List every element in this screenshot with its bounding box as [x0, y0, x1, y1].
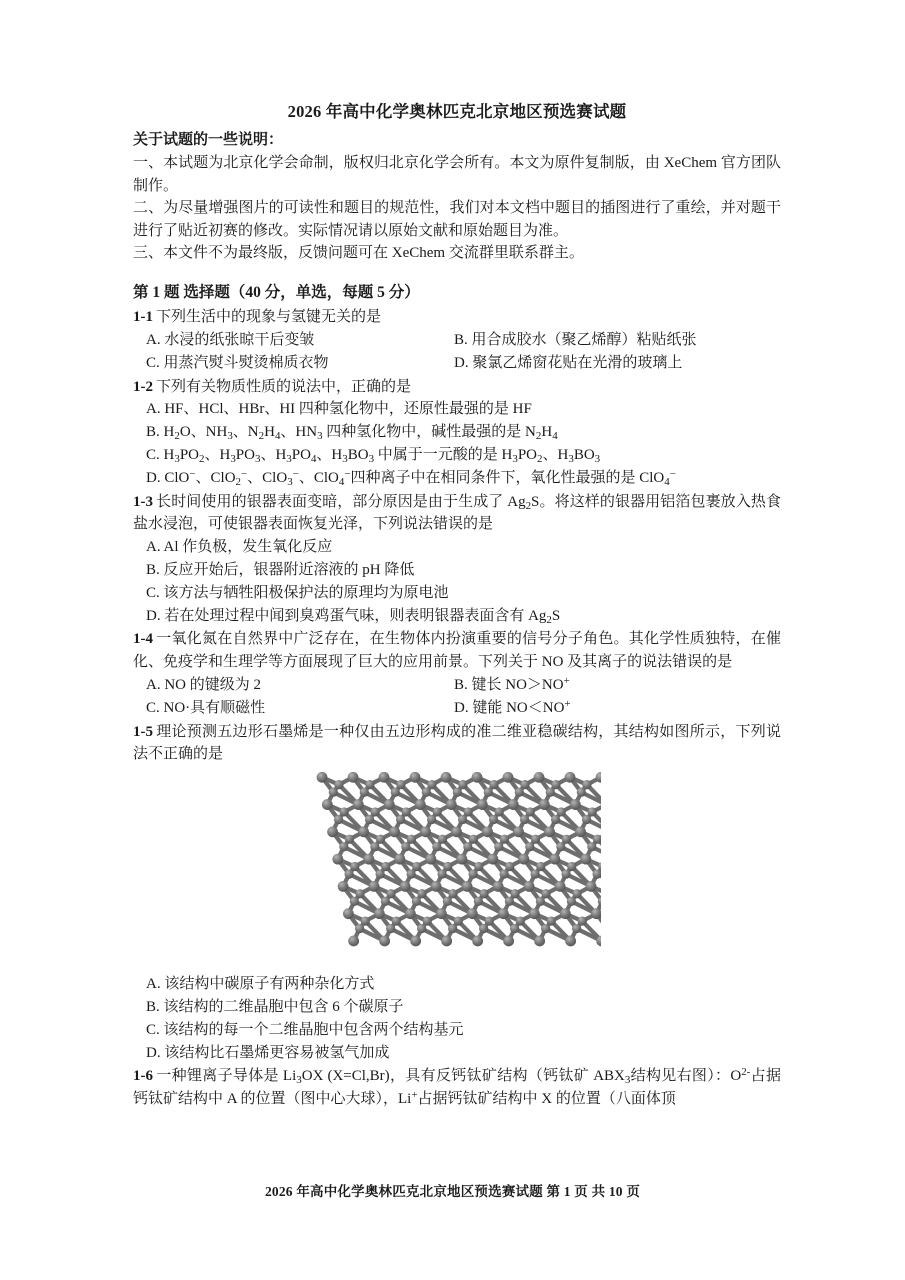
option-b[interactable]: B. 用合成胶水（聚乙烯醇）粘贴纸张: [454, 331, 697, 348]
question-stem: [133, 1065, 781, 1111]
question-number: 1-5: [133, 723, 153, 740]
option-b[interactable]: B. $H_2O$、$NH_3$、$N_2H_4$、$HN_3$ 四种氢化物中，碱性最强的是 $N_2H_4$: [146, 424, 558, 442]
question-number: 1-4: [133, 631, 153, 648]
option-c[interactable]: C. 该方法与牺牲阳极保护法的原理均为原电池: [146, 584, 449, 601]
option-list: [133, 536, 781, 627]
option-list: [133, 329, 781, 375]
question-text: 一氧化氮在自然界中广泛存在，在生物体内扮演重要的信号分子角色。其化学性质独特，在催化、免疫学和生理学等方面展现了巨大的应用前景。下列关于 NO 及其离子的说法错误的是: [133, 631, 781, 671]
question-text: 一种锂离子导体是 $Li_3OX$ (X=Cl,Br)，具有反钙钛矿结构（钙钛矿 $ABX_3$结构见右图）：$O^{2-}$占据钙钛矿结构中 A 的位置（图中心大球），Li+占据钙钛矿结构中 X 的位置（八面体顶: [133, 1066, 781, 1108]
question-text: 下列有关物质性质的说法中，正确的是: [156, 378, 412, 395]
note-item-2: 二、为尽量增强图片的可读性和题目的规范性，我们对本文档中题目的插图进行了重绘，并对题干进行了贴近初赛的修改。实际情况请以原始文献和原始题目为准。: [133, 200, 781, 239]
document-body: [133, 100, 781, 1112]
option-row: [133, 352, 781, 375]
question-number: 1-1: [133, 309, 153, 326]
page-title: 2026 年高中化学奥林匹克北京地区预选赛试题: [287, 102, 627, 121]
option-a[interactable]: A. 水浸的纸张晾干后变皱: [146, 331, 315, 348]
section-heading-1: 第 1 题 选择题（40 分，单选，每题 5 分）: [133, 283, 420, 301]
question-stem: [133, 491, 781, 537]
option-row: [133, 697, 781, 720]
option-row: [133, 329, 781, 352]
option-b[interactable]: B. 键长 NO＞NO+: [454, 674, 570, 693]
penta-graphene-figure: [133, 772, 781, 969]
option-b[interactable]: B. 反应开始后，银器附近溶液的 pH 降低: [146, 561, 415, 578]
question-number: 1-3: [133, 493, 153, 510]
question-1-5: [133, 721, 781, 1065]
question-text: 理论预测五边形石墨烯是一种仅由五边形构成的准二维亚稳碳结构，其结构如图所示，下列说法不正确的是: [133, 723, 781, 763]
note-item-3: 三、本文件不为最终版，反馈问题可在 XeChem 交流群里联系群主。: [133, 245, 584, 262]
question-text: 长时间使用的银器表面变暗，部分原因是由于生成了 $Ag_2S$。将这样的银器用铝箔包裹放入热食盐水浸泡，可使银器表面恢复光泽，下列说法错误的是: [133, 493, 781, 533]
option-d[interactable]: D. 该结构比石墨烯更容易被氢气加成: [146, 1044, 390, 1061]
option-a[interactable]: A. Al 作负极，发生氧化反应: [146, 539, 333, 556]
option-a[interactable]: A. HF、HCl、HBr、HI 四种氢化物中，还原性最强的是 HF: [146, 401, 532, 418]
option-a[interactable]: A. 该结构中碳原子有两种杂化方式: [146, 976, 375, 993]
question-1-4: [133, 628, 781, 719]
question-stem: [133, 306, 781, 329]
question-number: 1-6: [133, 1068, 153, 1085]
question-stem: [133, 376, 781, 399]
option-list: [133, 973, 781, 1064]
notes-heading: 关于试题的一些说明：: [133, 131, 284, 148]
question-1-3: [133, 491, 781, 628]
option-d[interactable]: D. 聚氯乙烯窗花贴在光滑的玻璃上: [454, 354, 683, 371]
page-footer: 2026 年高中化学奥林匹克北京地区预选赛试题 第 1 页 共 10 页: [264, 1184, 641, 1199]
question-number: 1-2: [133, 378, 153, 395]
option-list: [133, 398, 781, 489]
question-1-1: [133, 306, 781, 374]
option-c[interactable]: C. $H_3PO_2$、$H_3PO_3$、$H_3PO_4$、$H_3BO_3$ 中属于一元酸的是 $H_3PO_2$、$H_3BO_3$: [146, 446, 601, 465]
question-1-2: [133, 376, 781, 490]
option-c[interactable]: C. 该结构的每一个二维晶胞中包含两个结构基元: [146, 1021, 464, 1038]
option-d[interactable]: D. ClO−、ClO$_2$−、ClO$_3$−、ClO$_4$−四种离子中在相同条件下，氧化性最强的是 ClO$_4$−: [146, 467, 676, 488]
option-c[interactable]: C. 用蒸汽熨斗熨烫棉质衣物: [146, 354, 329, 371]
option-c[interactable]: C. NO·具有顺磁性: [146, 699, 266, 716]
option-row: [133, 674, 781, 697]
option-b[interactable]: B. 该结构的二维晶胞中包含 6 个碳原子: [146, 998, 404, 1015]
note-item-1: 一、本试题为北京化学会命制，版权归北京化学会所有。本文为原件复制版，由 XeChem 官方团队制作。: [133, 155, 781, 194]
question-stem: [133, 628, 781, 674]
question-stem: [133, 721, 781, 767]
option-list: [133, 674, 781, 720]
question-1-6: [133, 1065, 781, 1111]
option-d[interactable]: D. 若在处理过程中闻到臭鸡蛋气味，则表明银器表面含有 $Ag_2S$: [146, 607, 561, 626]
option-d[interactable]: D. 键能 NO＜NO+: [454, 697, 571, 716]
penta-graphene-lattice-image: [313, 772, 601, 964]
option-a[interactable]: A. NO 的键级为 2: [146, 676, 261, 693]
question-text: 下列生活中的现象与氢键无关的是: [156, 309, 382, 326]
